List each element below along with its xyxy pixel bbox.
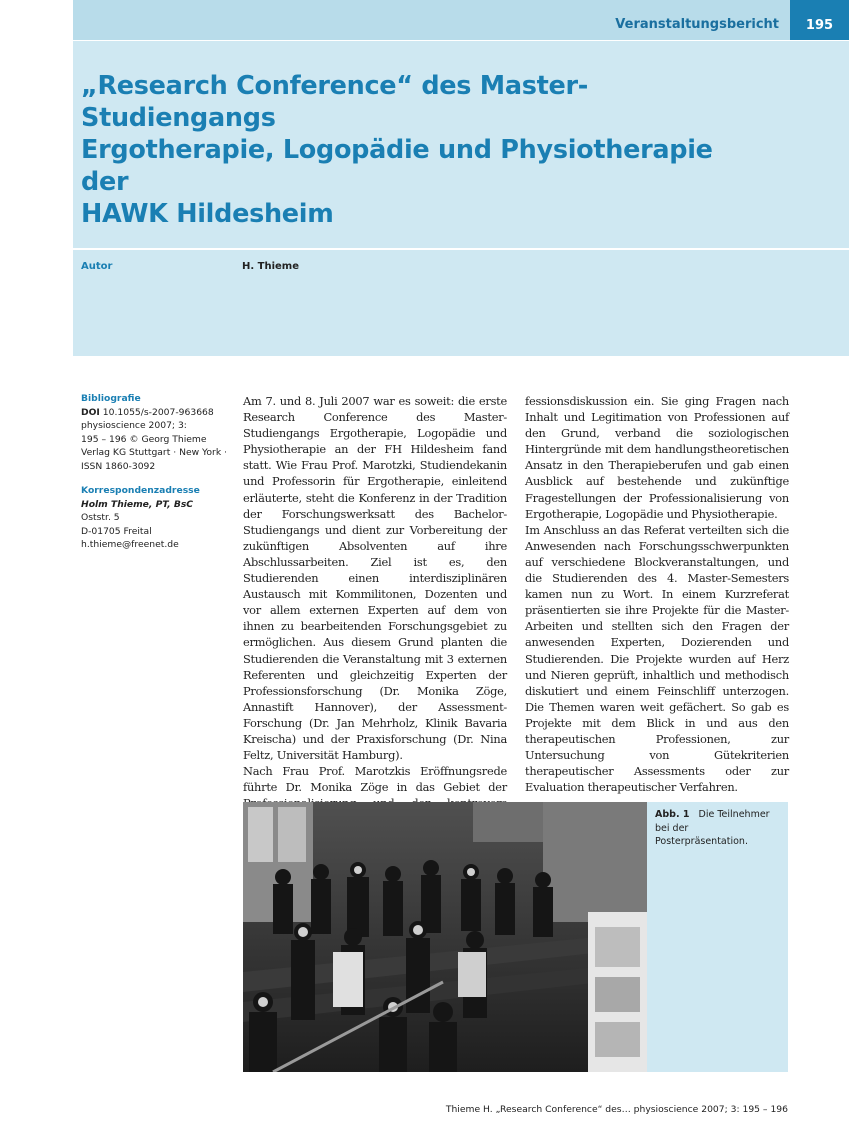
biblio-line: 195 – 196 © Georg Thieme	[81, 433, 207, 445]
title-line-3: HAWK Hildesheim	[81, 199, 334, 229]
page-number: 195	[790, 0, 849, 40]
doi-line	[81, 406, 231, 420]
author-band	[73, 250, 849, 356]
sidebar	[81, 392, 231, 552]
correspondence-street: Oststr. 5	[81, 512, 120, 523]
doi-label: DOI	[81, 406, 100, 418]
article-title	[81, 70, 761, 230]
body-paragraph: fessionsdiskussion ein. Sie ging Fragen nach Inhalt und Legitimation von Professionen auf den Grund, verband die soziologischen Hintergründe mit dem handlungstheoretischen Ansatz in den Therapieberufen und gab einen Ausblick auf bestehende und zukünftige Fragestellungen der Professionalisierung von Ergotherapie, Logopädie und Physiotherapie.	[525, 394, 789, 521]
doi-value[interactable]: 10.1055/s-2007-963668	[99, 406, 214, 418]
correspondence-city: D-01705 Freital	[81, 525, 152, 537]
title-line-2: Ergotherapie, Logopädie und Physiotherapie der	[81, 135, 713, 197]
figure-caption-text: Die Teilnehmer bei der Posterpräsentation.	[655, 809, 770, 847]
body-column-1	[243, 393, 507, 828]
figure-photo	[243, 802, 647, 1072]
title-line-1: „Research Conference“ des Master-Studiengangs	[81, 71, 589, 133]
correspondence-heading: Korrespondenzadresse	[81, 485, 200, 496]
body-paragraph: Am 7. und 8. Juli 2007 war es soweit: die erste Research Conference des Master-Studiengangs Ergotherapie, Logopädie und Physiotherapie an der FH Hildesheim fand statt. Wie Frau Prof. Marotzki, Studiendekanin und Professorin für Ergotherapie, einleitend erläuterte, steht die Konferenz in der Tradition der Forschungswerksatt des Bachelor-Studiengangs und dient zur Vorbereitung der zukünftigen Absolventen auf ihre Abschlussarbeiten. Ziel ist es, den Studierenden einen interdisziplinären Austausch mit Kommilitonen, Dozenten und vor allem externen Experten auf dem von ihnen zu bearbeitenden Forschungsgebiet zu ermöglichen. Aus diesem Grund planten die Studierenden die Veranstaltung mit 3 externen Referenten und gleichzeitig Experten der Professionsforschung (Dr. Monika Zöge, Annastift Hannover), der Assessment-Forschung (Dr. Jan Mehrholz, Klinik Bavaria Kreischa) und der Praxisforschung (Dr. Nina Feltz, Universität Hamburg).	[243, 394, 507, 763]
author-name: H. Thieme	[242, 261, 300, 272]
section-label: Veranstaltungsbericht	[615, 17, 779, 32]
author-label: Autor	[81, 261, 113, 272]
bibliography-heading: Bibliografie	[81, 393, 141, 404]
biblio-line: Verlag KG Stuttgart · New York ·	[81, 447, 227, 458]
figure-caption-box	[647, 802, 788, 1072]
body-column-2	[525, 393, 789, 795]
footer-citation: Thieme H. „Research Conference“ des… physioscience 2007; 3: 195 – 196	[445, 1104, 788, 1115]
figure-caption	[655, 808, 783, 849]
body-paragraph: Im Anschluss an das Referat verteilten sich die Anwesenden nach Forschungsschwerpunkten auf verschiedene Blockveranstaltungen, und die Studierenden des 4. Master-Semesters kamen nun zu Wort. In einem Kurzreferat präsentierten sie ihre Projekte für die Master-Arbeiten und stellten sich den Fragen der anwesenden Experten, Dozierenden und Studierenden. Die Projekte wurden auf Herz und Nieren geprüft, inhaltlich und methodisch diskutiert und einem Feinschliff unterzogen. Die Themen waren weit gefächert. So gab es Projekte mit dem Blick in und aus den therapeutischen Professionen, zur Untersuchung von Gütekriterien therapeutischer Assessments oder zur Evaluation therapeutischer Verfahren.	[525, 522, 789, 795]
conference-photo-image	[243, 802, 647, 1072]
figure-label: Abb. 1	[655, 809, 690, 820]
correspondence-name: Holm Thieme, PT, BsC	[81, 498, 194, 510]
issn-line: ISSN 1860-3092	[81, 460, 156, 472]
correspondence-email[interactable]: h.thieme@freenet.de	[81, 539, 179, 550]
body-paragraph: Nach Frau Prof. Marotzkis Eröffnungsrede führte Dr. Monika Zöge in das Gebiet der	[243, 764, 507, 795]
biblio-line: physioscience 2007; 3:	[81, 420, 187, 431]
title-band	[73, 41, 849, 248]
